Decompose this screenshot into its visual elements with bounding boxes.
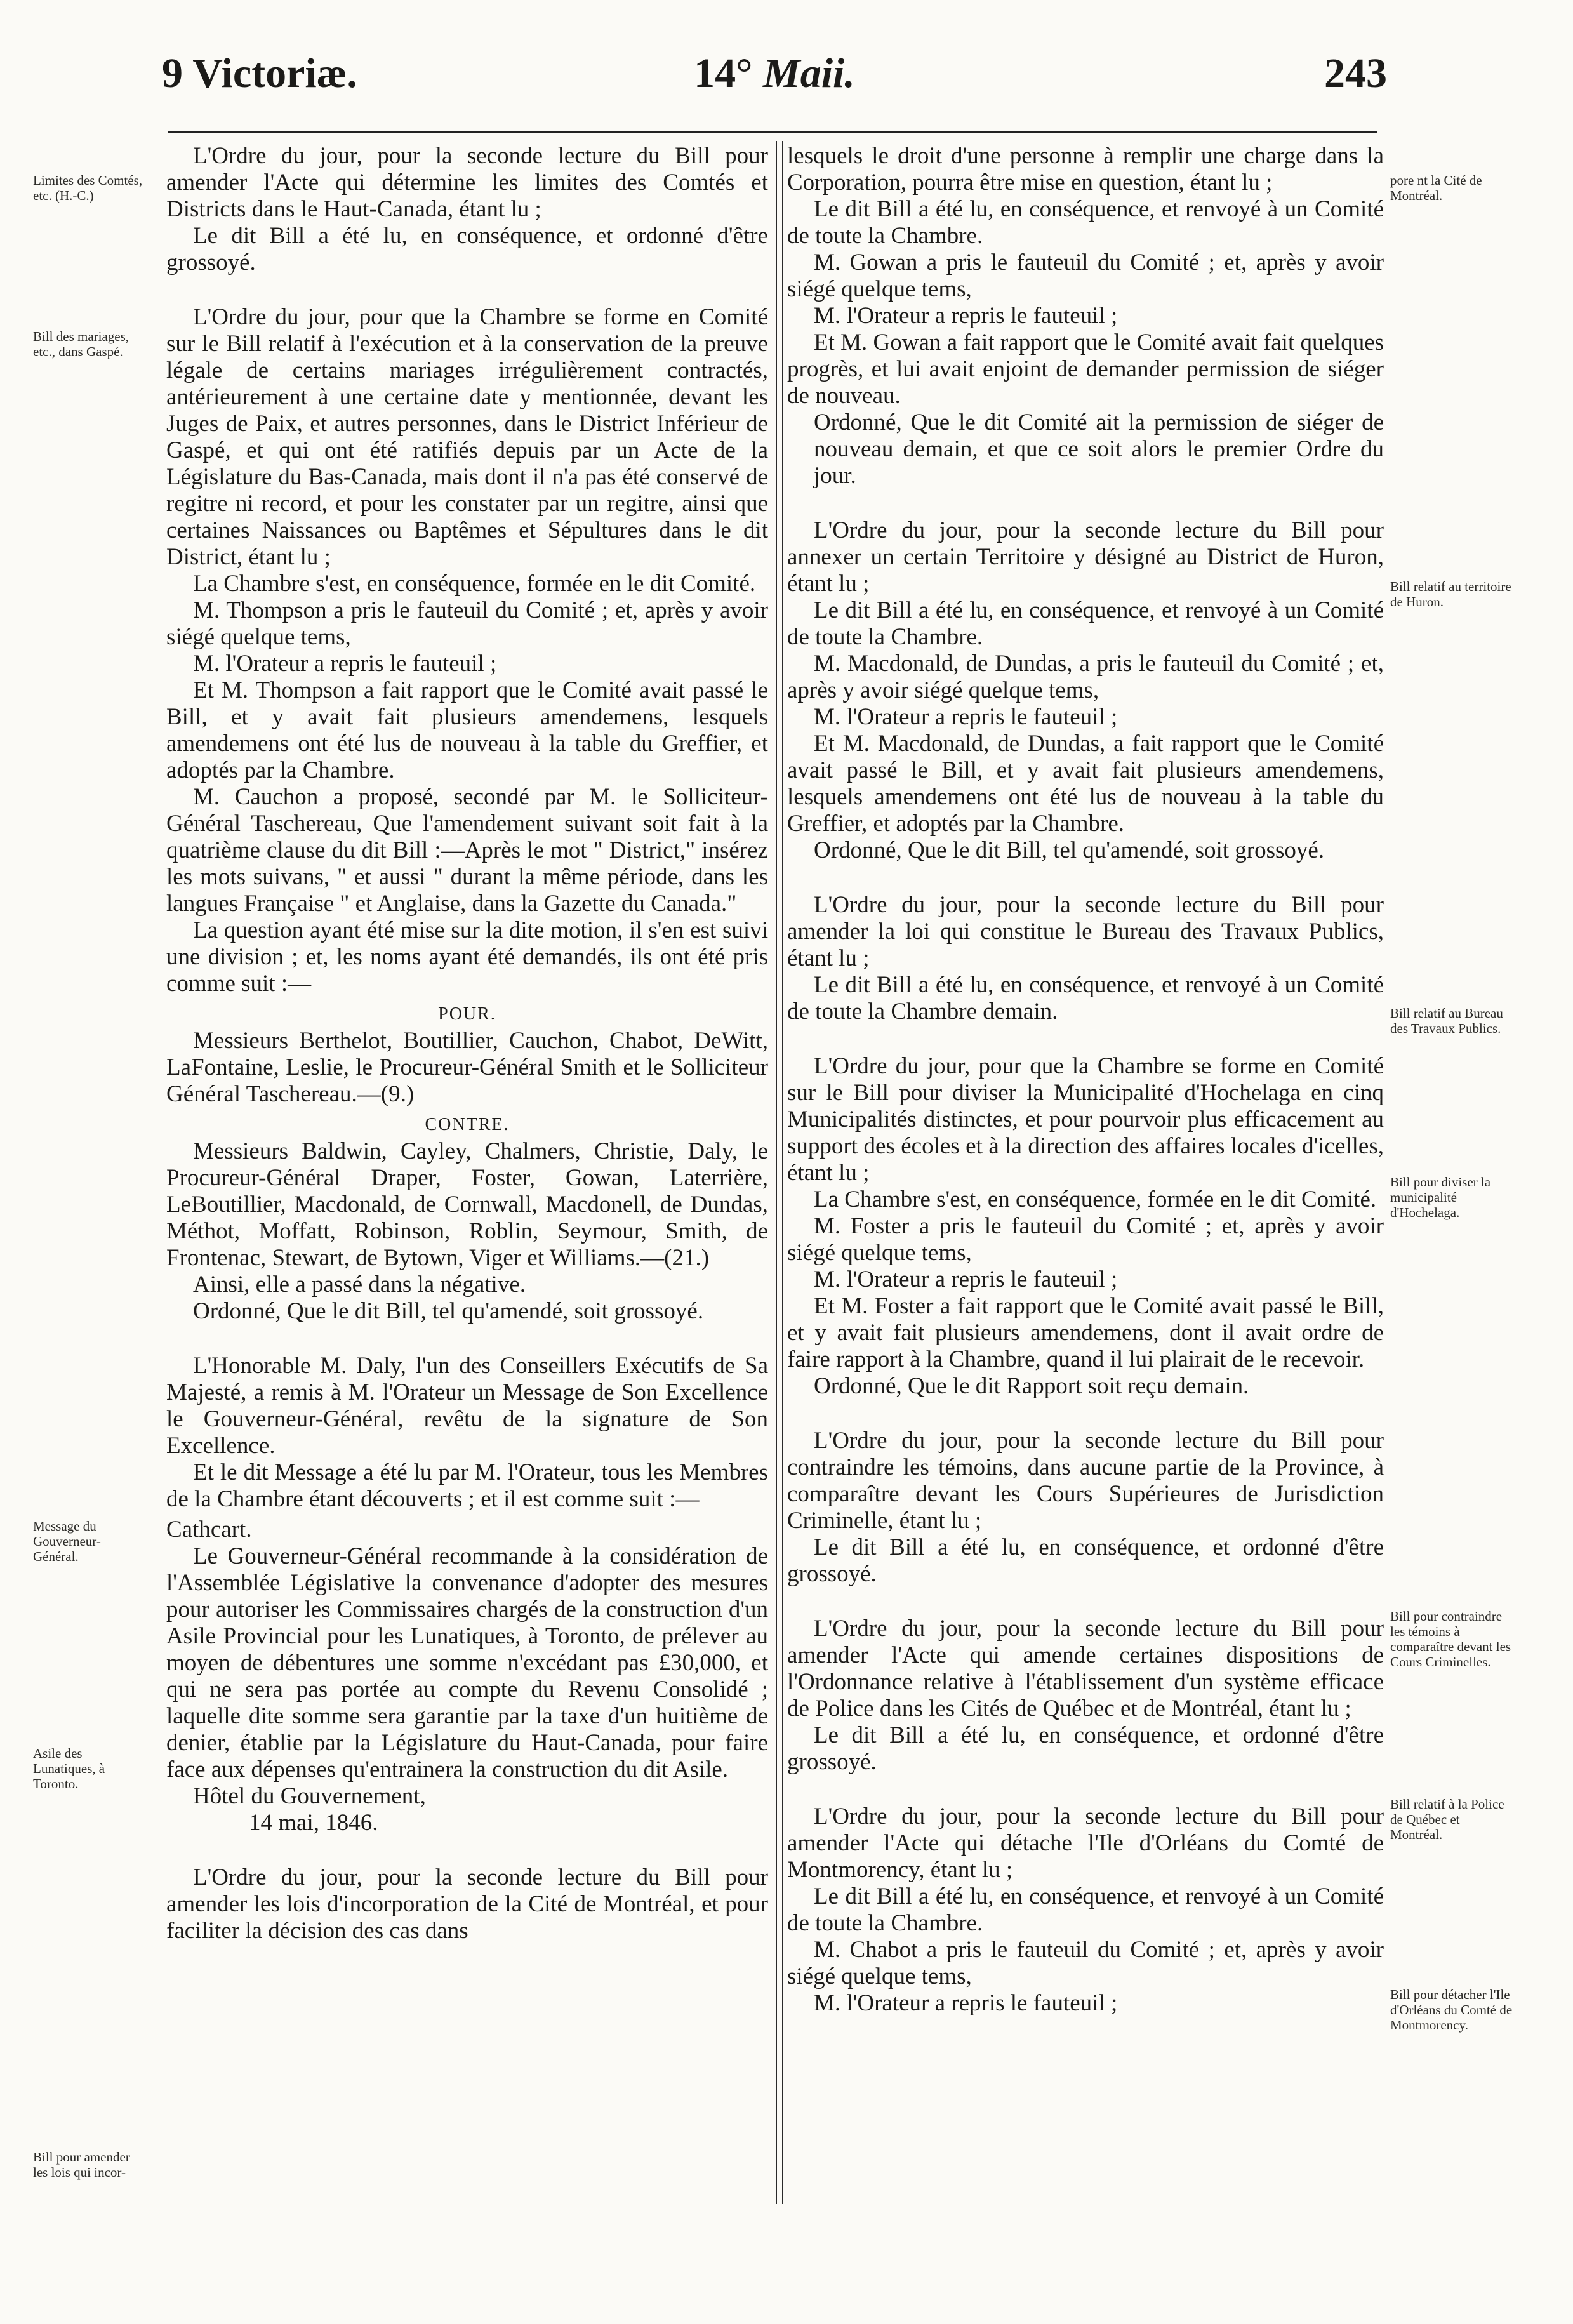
right-column	[787, 143, 1384, 2017]
margin-note-orleans: Bill pour détacher l'Ile d'Orléans du Comté de Montmorency.	[1390, 1987, 1513, 2033]
paragraph: Le dit Bill a été lu, en conséquence, et ordonné d'être grossoyé.	[787, 1722, 1384, 1775]
paragraph: La question ayant été mise sur la dite motion, il s'en est suivi une division ; et, les noms ayant été demandés, ils ont été pris comme suit :—	[166, 917, 768, 997]
header-day: 14°	[694, 50, 753, 96]
paragraph: La Chambre s'est, en conséquence, formée en le dit Comité.	[193, 571, 756, 597]
paragraph: L'Ordre du jour, pour la seconde lecture du Bill pour amender l'Acte qui détache l'Ile d'Orléans du Comté de Montmorency, étant lu ;	[787, 1803, 1384, 1883]
margin-note-montreal: Bill pour amender les lois qui incor-	[33, 2149, 130, 2180]
paragraph: M. l'Orateur a repris le fauteuil ;	[814, 1266, 1118, 1292]
paragraph: L'Ordre du jour, pour que la Chambre se forme en Comité sur le Bill pour diviser la Municipalité d'Hochelaga en cinq Municipalités distinctes, et pour pourvoir plus efficacement au support des écoles et à la direction des affaires locales d'icelles, étant lu ;	[787, 1053, 1384, 1186]
paragraph: La Chambre s'est, en conséquence, formée en le dit Comité.	[814, 1186, 1377, 1212]
paragraph: L'Ordre du jour, pour la seconde lecture du Bill pour contraindre les témoins, dans aucune partie de la Province, à comparaître devant les Cours Supérieures de Jurisdiction Criminelle, étant lu ;	[787, 1428, 1384, 1534]
paragraph: Ainsi, elle a passé dans la négative.	[193, 1272, 526, 1298]
paragraph: Le dit Bill a été lu, en conséquence, et renvoyé à un Comité de toute la Chambre.	[787, 1883, 1384, 1936]
header-rule	[168, 131, 1377, 133]
paragraph: Le dit Bill a été lu, en conséquence, et ordonné d'être grossoyé.	[166, 223, 768, 276]
paragraph: Et M. Macdonald, de Dundas, a fait rapport que le Comité avait passé le Bill, et y avait fait plusieurs amendemens, lesquels amendemens ont été lus de nouveau à la table du Greffier, et adoptés par la Chambre.	[787, 731, 1384, 837]
margin-note-temoins: Bill pour contraindre les témoins à comparaître devant les Cours Criminelles.	[1390, 1609, 1511, 1670]
margin-note-mariages: Bill des mariages, etc., dans Gaspé.	[33, 329, 129, 359]
vote-heading-contre: CONTRE.	[425, 1115, 510, 1134]
paragraph: M. l'Orateur a repris le fauteuil ;	[193, 651, 497, 677]
paragraph: L'Ordre du jour, pour la seconde lecture du Bill pour amender la loi qui constitue le Bureau des Travaux Publics, étant lu ;	[787, 892, 1384, 971]
paragraph: Le dit Bill a été lu, en conséquence, et renvoyé à un Comité de toute la Chambre.	[787, 597, 1384, 650]
vote-list-contre: Messieurs Baldwin, Cayley, Chalmers, Christie, Daly, le Procureur-Général Draper, Foster, Gowan, Laterrière, LeBoutillier, Macdonald, de Cornwall, Macdonell, de Dundas, Méthot, Moffatt, Robinson, Roblin, Seymour, Smith, de Frontenac, Stewart, de Bytown, Viger et Williams.—(21.)	[166, 1138, 768, 1271]
margin-note-montreal-cont: pore nt la Cité de Montréal.	[1390, 173, 1482, 203]
paragraph: M. Chabot a pris le fauteuil du Comité ; et, après y avoir siégé quelque tems,	[787, 1937, 1384, 1989]
paragraph: Le dit Bill a été lu, en conséquence, et renvoyé à un Comité de toute la Chambre demain.	[787, 972, 1384, 1025]
message-date: 14 mai, 1846.	[249, 1810, 378, 1836]
order-paragraph: Ordonné, Que le dit Comité ait la permission de siéger de nouveau demain, et que ce soit alors le premier Ordre du jour.	[814, 409, 1384, 489]
margin-note-huron: Bill relatif au territoire de Huron.	[1390, 579, 1511, 609]
paragraph: L'Ordre du jour, pour la seconde lecture du Bill pour amender les lois d'incorporation de la Cité de Montréal, et pour faciliter la décision des cas dans	[166, 1864, 768, 1944]
margin-note-travaux: Bill relatif au Bureau des Travaux Publics.	[1390, 1006, 1503, 1036]
page-header	[162, 37, 1387, 100]
column-separator	[776, 141, 783, 2204]
paragraph: M. Foster a pris le fauteuil du Comité ; et, après y avoir siégé quelque tems,	[787, 1213, 1384, 1266]
page-number: 243	[1324, 50, 1387, 96]
vote-list-pour: Messieurs Berthelot, Boutillier, Cauchon, Chabot, DeWitt, LaFontaine, Leslie, le Procureur-Général Smith et le Solliciteur Général Taschereau.—(9.)	[166, 1028, 768, 1107]
message-signature: Cathcart.	[166, 1517, 252, 1543]
paragraph: Et M. Foster a fait rapport que le Comité avait passé le Bill, et y avait fait plusieurs amendemens, dont il avait ordre de faire rapport à la Chambre, quand il lui plairait de le recevoir.	[787, 1293, 1384, 1372]
paragraph: M. l'Orateur a repris le fauteuil ;	[814, 704, 1118, 730]
order-paragraph: Ordonné, Que le dit Bill, tel qu'amendé, soit grossoyé.	[193, 1298, 704, 1324]
margin-note-asile: Asile des Lunatiques, à Toronto.	[33, 1746, 105, 1791]
paragraph: M. Gowan a pris le fauteuil du Comité ; et, après y avoir siégé quelque tems,	[787, 249, 1384, 302]
paragraph: Le dit Bill a été lu, en conséquence, et ordonné d'être grossoyé.	[787, 1534, 1384, 1587]
header-date	[162, 50, 1387, 98]
margin-note-hochelaga: Bill pour diviser la municipalité d'Hochelaga.	[1390, 1174, 1491, 1220]
paragraph: Le dit Bill a été lu, en conséquence, et renvoyé à un Comité de toute la Chambre.	[787, 196, 1384, 249]
margin-note-limites: Limites des Comtés, etc. (H.-C.)	[33, 173, 143, 203]
paragraph: L'Ordre du jour, pour la seconde lecture du Bill pour amender l'Acte qui amende certaines dispositions de l'Ordonnance relative à l'établissement d'un système efficace de Police dans les Cités de Québec et de Montréal, étant lu ;	[787, 1616, 1384, 1722]
paragraph: M. l'Orateur a repris le fauteuil ;	[814, 303, 1118, 329]
paragraph: Et le dit Message a été lu par M. l'Orateur, tous les Membres de la Chambre étant découverts ; et il est comme suit :—	[166, 1459, 768, 1512]
paragraph: L'Ordre du jour, pour la seconde lecture du Bill pour annexer un certain Territoire y désigné au District de Huron, étant lu ;	[787, 517, 1384, 597]
paragraph: lesquels le droit d'une personne à remplir une charge dans la Corporation, pourra être mise en question, étant lu ;	[787, 143, 1384, 196]
paragraph: L'Ordre du jour, pour que la Chambre se forme en Comité sur le Bill relatif à l'exécution et à la conservation de la preuve légale de certains mariages irrégulièrement contractés, antérieurement à une certaine date y mentionnée, devant les Juges de Paix, et autres personnes, dans le District Inférieur de Gaspé, et qui ont été ratifiés depuis par un Acte de la Législature du Bas-Canada, mais dont il n'a pas été conservé de regitre ni record, et pour les constater par un regitre, ainsi que certaines Naissances ou Baptêmes et Sépultures dans le dit District, étant lu ;	[166, 304, 768, 570]
margin-note-police: Bill relatif à la Police de Québec et Montréal.	[1390, 1796, 1504, 1842]
paragraph: L'Ordre du jour, pour la seconde lecture du Bill pour amender l'Acte qui détermine les limites des Comtés et Districts dans le Haut-Canada, étant lu ;	[166, 143, 768, 222]
left-column	[166, 143, 768, 1944]
paragraph: M. Cauchon a proposé, secondé par M. le Solliciteur-Général Taschereau, Que l'amendement suivant soit fait à la quatrième clause du dit Bill :—Après le mot " District," insérez les mots suivans, " et aussi " durant la même période, dans les langues Française " et Anglaise, dans la Gazette du Canada."	[166, 784, 768, 917]
paragraph: Et M. Gowan a fait rapport que le Comité avait fait quelques progrès, et lui avait enjoint de demander permission de siéger de nouveau.	[787, 329, 1384, 409]
header-regnal-year: 9 Victoriæ.	[162, 50, 357, 96]
header-month: Maii.	[763, 50, 855, 96]
message-place: Hôtel du Gouvernement,	[193, 1783, 426, 1809]
paragraph: M. l'Orateur a repris le fauteuil ;	[814, 1990, 1118, 2016]
order-paragraph: Ordonné, Que le dit Bill, tel qu'amendé, soit grossoyé.	[814, 837, 1325, 863]
vote-heading-pour: POUR.	[438, 1004, 496, 1024]
order-paragraph: Ordonné, Que le dit Rapport soit reçu demain.	[814, 1373, 1249, 1399]
message-body: Le Gouverneur-Général recommande à la considération de l'Assemblée Législative la convenance d'adopter des mesures pour autoriser les Commissaires chargés de la construction d'un Asile Provincial pour les Lunatiques, à Toronto, de prélever au moyen de débentures une somme n'excédant pas £30,000, et qui ne sera pas portée au compte du Revenu Consolidé ; laquelle dite somme sera garantie par la taxe d'un huitième de denier, établie par la Législature du Haut-Canada, pour faire face aux dépenses qu'entrainera la construction du dit Asile.	[166, 1543, 768, 1783]
paragraph: Et M. Thompson a fait rapport que le Comité avait passé le Bill, et y avait fait plusieurs amendemens, lesquels amendemens ont été lus de nouveau à la table du Greffier, et adoptés par la Chambre.	[166, 677, 768, 783]
margin-note-message: Message du Gouverneur-Général.	[33, 1518, 101, 1564]
paragraph: M. Macdonald, de Dundas, a pris le fauteuil du Comité ; et, après y avoir siégé quelque tems,	[787, 651, 1384, 703]
paragraph: M. Thompson a pris le fauteuil du Comité ; et, après y avoir siégé quelque tems,	[166, 597, 768, 650]
paragraph: L'Honorable M. Daly, l'un des Conseillers Exécutifs de Sa Majesté, a remis à M. l'Orateur un Message de Son Excellence le Gouverneur-Général, revêtu de la signature de Son Excellence.	[166, 1353, 768, 1459]
